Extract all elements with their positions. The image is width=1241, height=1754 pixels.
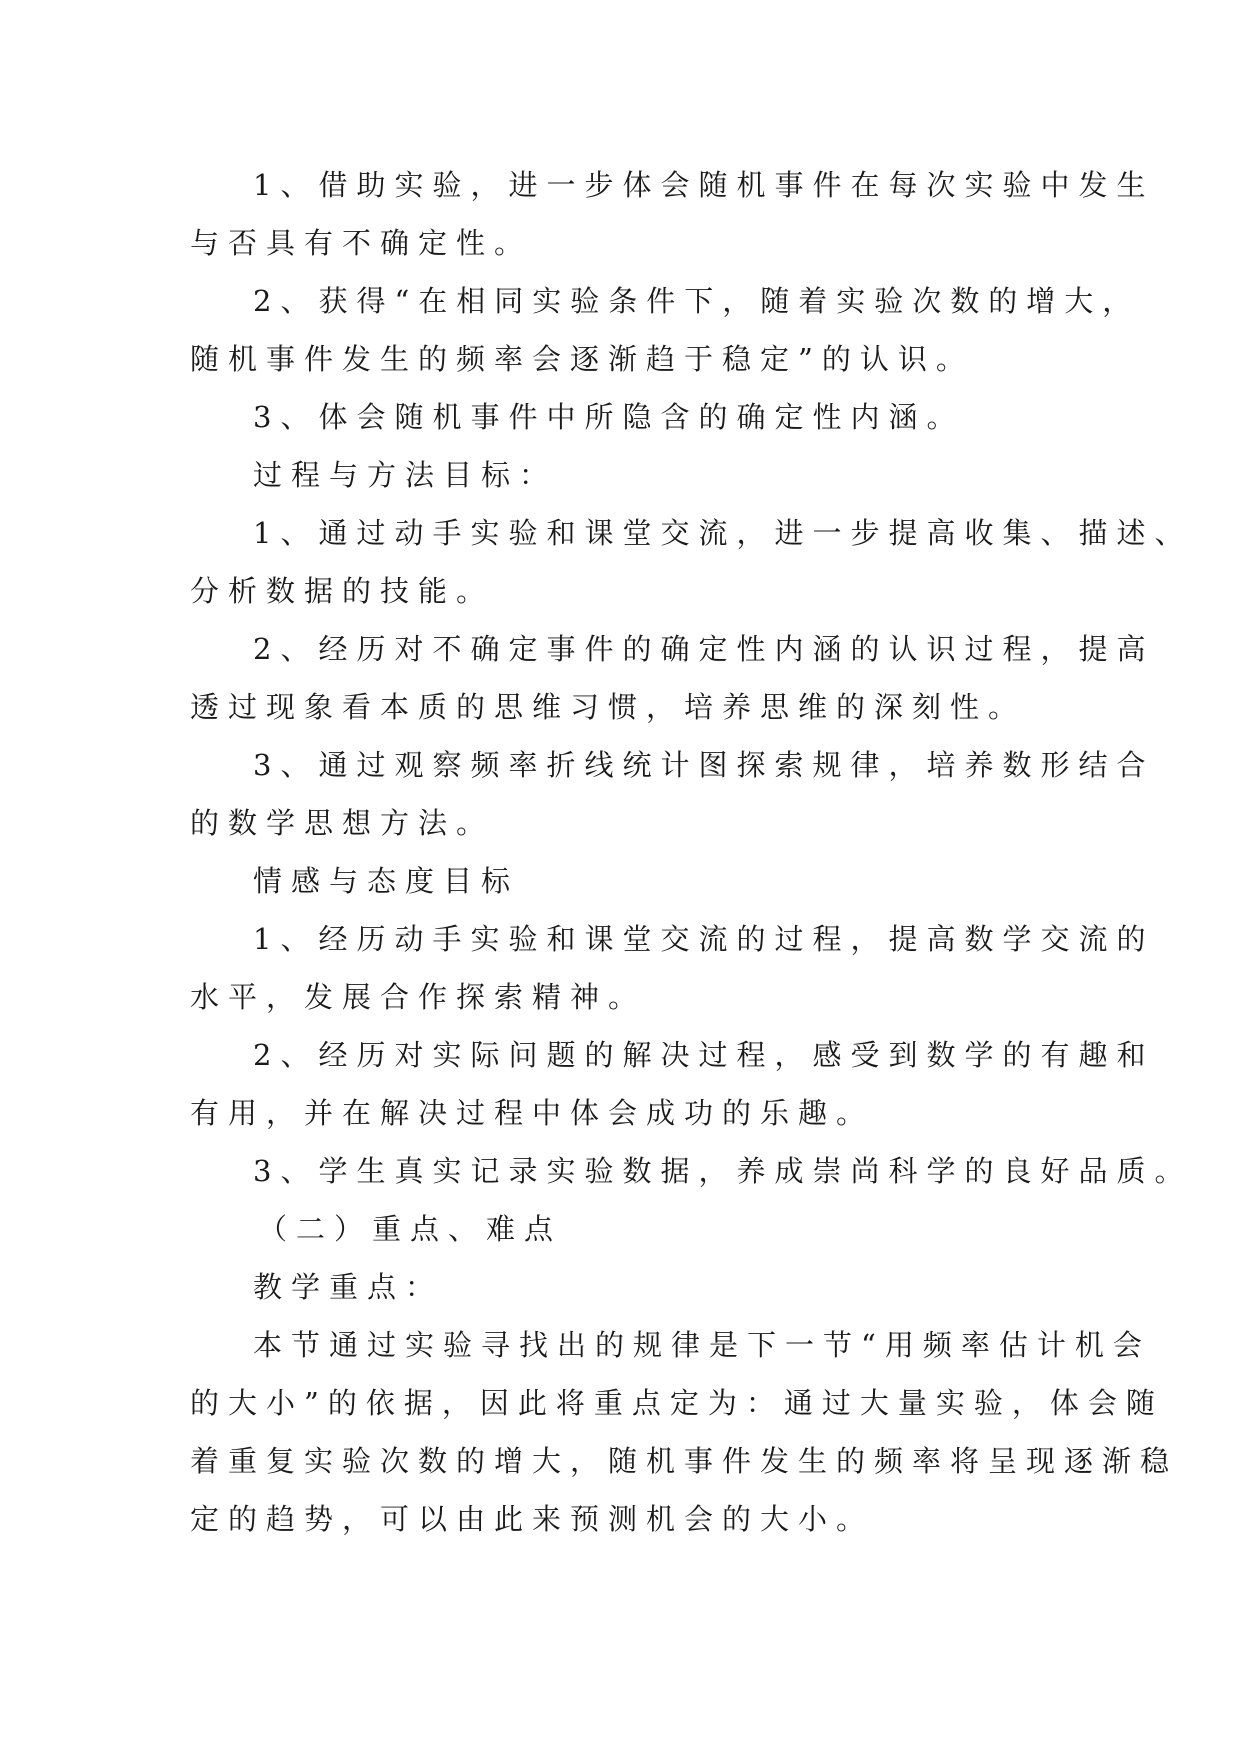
text-line-17: 有用，并在解决过程中体会成功的乐趣。 — [190, 1096, 875, 1130]
text-line-1: 1、借助实验，进一步体会随机事件在每次实验中发生 — [253, 168, 1155, 202]
text-line-21: 本节通过实验寻找出的规律是下一节“用频率估计机会 — [253, 1328, 1151, 1362]
text-line-18: 3、学生真实记录实验数据，养成崇尚科学的良好品质。 — [253, 1154, 1193, 1188]
section-heading-teaching-focus: 教学重点： — [253, 1270, 444, 1304]
text-line-15: 水平，发展合作探索精神。 — [190, 980, 647, 1014]
section-heading-process-methods: 过程与方法目标： — [253, 458, 558, 492]
text-line-4: 随机事件发生的频率会逐渐趋于稳定”的认识。 — [190, 342, 974, 376]
text-line-7: 1、通过动手实验和课堂交流，进一步提高收集、描述、 — [253, 516, 1193, 550]
text-line-11: 3、通过观察频率折线统计图探索规律，培养数形结合 — [253, 748, 1155, 782]
text-line-14: 1、经历动手实验和课堂交流的过程，提高数学交流的 — [253, 922, 1155, 956]
text-line-23: 着重复实验次数的增大，随机事件发生的频率将呈现逐渐稳 — [190, 1444, 1179, 1478]
text-line-3: 2、获得“在相同实验条件下，随着实验次数的增大， — [253, 284, 1141, 318]
text-line-22: 的大小”的依据，因此将重点定为：通过大量实验，体会随 — [190, 1386, 1164, 1420]
section-heading-emotion-attitude: 情感与态度目标 — [253, 864, 520, 898]
text-line-9: 2、经历对不确定事件的确定性内涵的认识过程，提高 — [253, 632, 1155, 666]
text-line-5: 3、体会随机事件中所隐含的确定性内涵。 — [253, 400, 965, 434]
text-line-24: 定的趋势，可以由此来预测机会的大小。 — [190, 1502, 875, 1536]
text-line-8: 分析数据的技能。 — [190, 574, 495, 608]
text-line-12: 的数学思想方法。 — [190, 806, 495, 840]
text-line-16: 2、经历对实际问题的解决过程，感受到数学的有趣和 — [253, 1038, 1155, 1072]
text-line-10: 透过现象看本质的思维习惯，培养思维的深刻性。 — [190, 690, 1027, 724]
section-heading-key-difficult: （二）重点、难点 — [258, 1212, 563, 1246]
text-line-2: 与否具有不确定性。 — [190, 226, 533, 260]
